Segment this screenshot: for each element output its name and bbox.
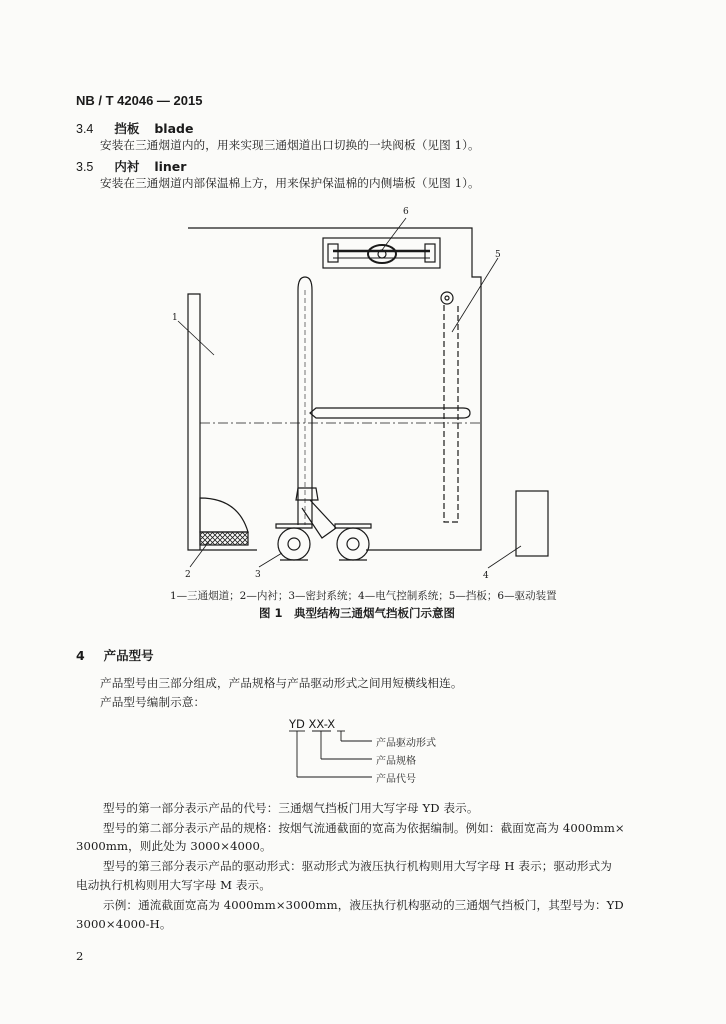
callout-2: 2 bbox=[185, 570, 191, 580]
section-title-en: liner bbox=[154, 159, 187, 174]
paragraph-part3-line2: 电动执行机构则用大写字母 M 表示。 bbox=[76, 878, 271, 892]
scheme-label: 产品型号编制示意： bbox=[100, 695, 206, 709]
paragraph-part2-line1: 型号的第二部分表示产品的规格：按烟气流通截面的宽高为依据编制。例如：截面宽高为 4000mm× bbox=[103, 821, 625, 835]
paragraph-part3-line1: 型号的第三部分表示产品的驱动形式：驱动形式为液压执行机构则用大写字母 H 表示；驱动形式为 bbox=[103, 859, 612, 873]
section-number: 3.4 bbox=[76, 122, 94, 136]
figure-title: 图 1 典型结构三通烟气挡板门示意图 bbox=[259, 606, 456, 620]
page-number: 2 bbox=[76, 949, 84, 963]
model-code: YD XX-X bbox=[289, 717, 336, 731]
section-number: 4 bbox=[76, 648, 85, 663]
section-title-en: blade bbox=[154, 121, 194, 136]
callout-5: 5 bbox=[495, 250, 501, 260]
figure-legend: 1—三通烟道；2—内衬；3—密封系统；4—电气控制系统；5—挡板；6—驱动装置 bbox=[170, 590, 557, 602]
paragraph-part2-line2: 3000mm，则此处为 3000×4000。 bbox=[76, 839, 272, 853]
code-label-drive: 产品驱动形式 bbox=[376, 738, 436, 749]
section-title: 产品型号 bbox=[103, 648, 154, 663]
code-label-spec: 产品规格 bbox=[376, 756, 416, 767]
paragraph-part1: 型号的第一部分表示产品的代号：三通烟气挡板门用大写字母 YD 表示。 bbox=[103, 801, 479, 815]
section-3-5-text: 安装在三通烟道内部保温棉上方，用来保护保温棉的内侧墙板（见图 1）。 bbox=[100, 176, 480, 190]
section-number: 3.5 bbox=[76, 160, 94, 174]
callout-6: 6 bbox=[403, 207, 409, 217]
callout-3: 3 bbox=[255, 570, 261, 580]
section-title-cn: 内衬 bbox=[114, 159, 140, 174]
callout-4: 4 bbox=[483, 571, 489, 581]
document-number: NB / T 42046 — 2015 bbox=[76, 93, 203, 108]
paragraph-example-line2: 3000×4000-H。 bbox=[76, 917, 172, 931]
section-title-cn: 挡板 bbox=[114, 121, 140, 136]
section-4-intro: 产品型号由三部分组成，产品规格与产品驱动形式之间用短横线相连。 bbox=[100, 676, 463, 690]
code-label-code: 产品代号 bbox=[376, 774, 416, 785]
paragraph-example-line1: 示例：通流截面宽高为 4000mm×3000mm，液压执行机构驱动的三通烟气挡板门，其型号为：YD bbox=[103, 898, 624, 912]
section-3-4-text: 安装在三通烟道内的，用来实现三通烟道出口切换的一块阀板（见图 1）。 bbox=[100, 138, 480, 152]
callout-1: 1 bbox=[172, 313, 178, 323]
